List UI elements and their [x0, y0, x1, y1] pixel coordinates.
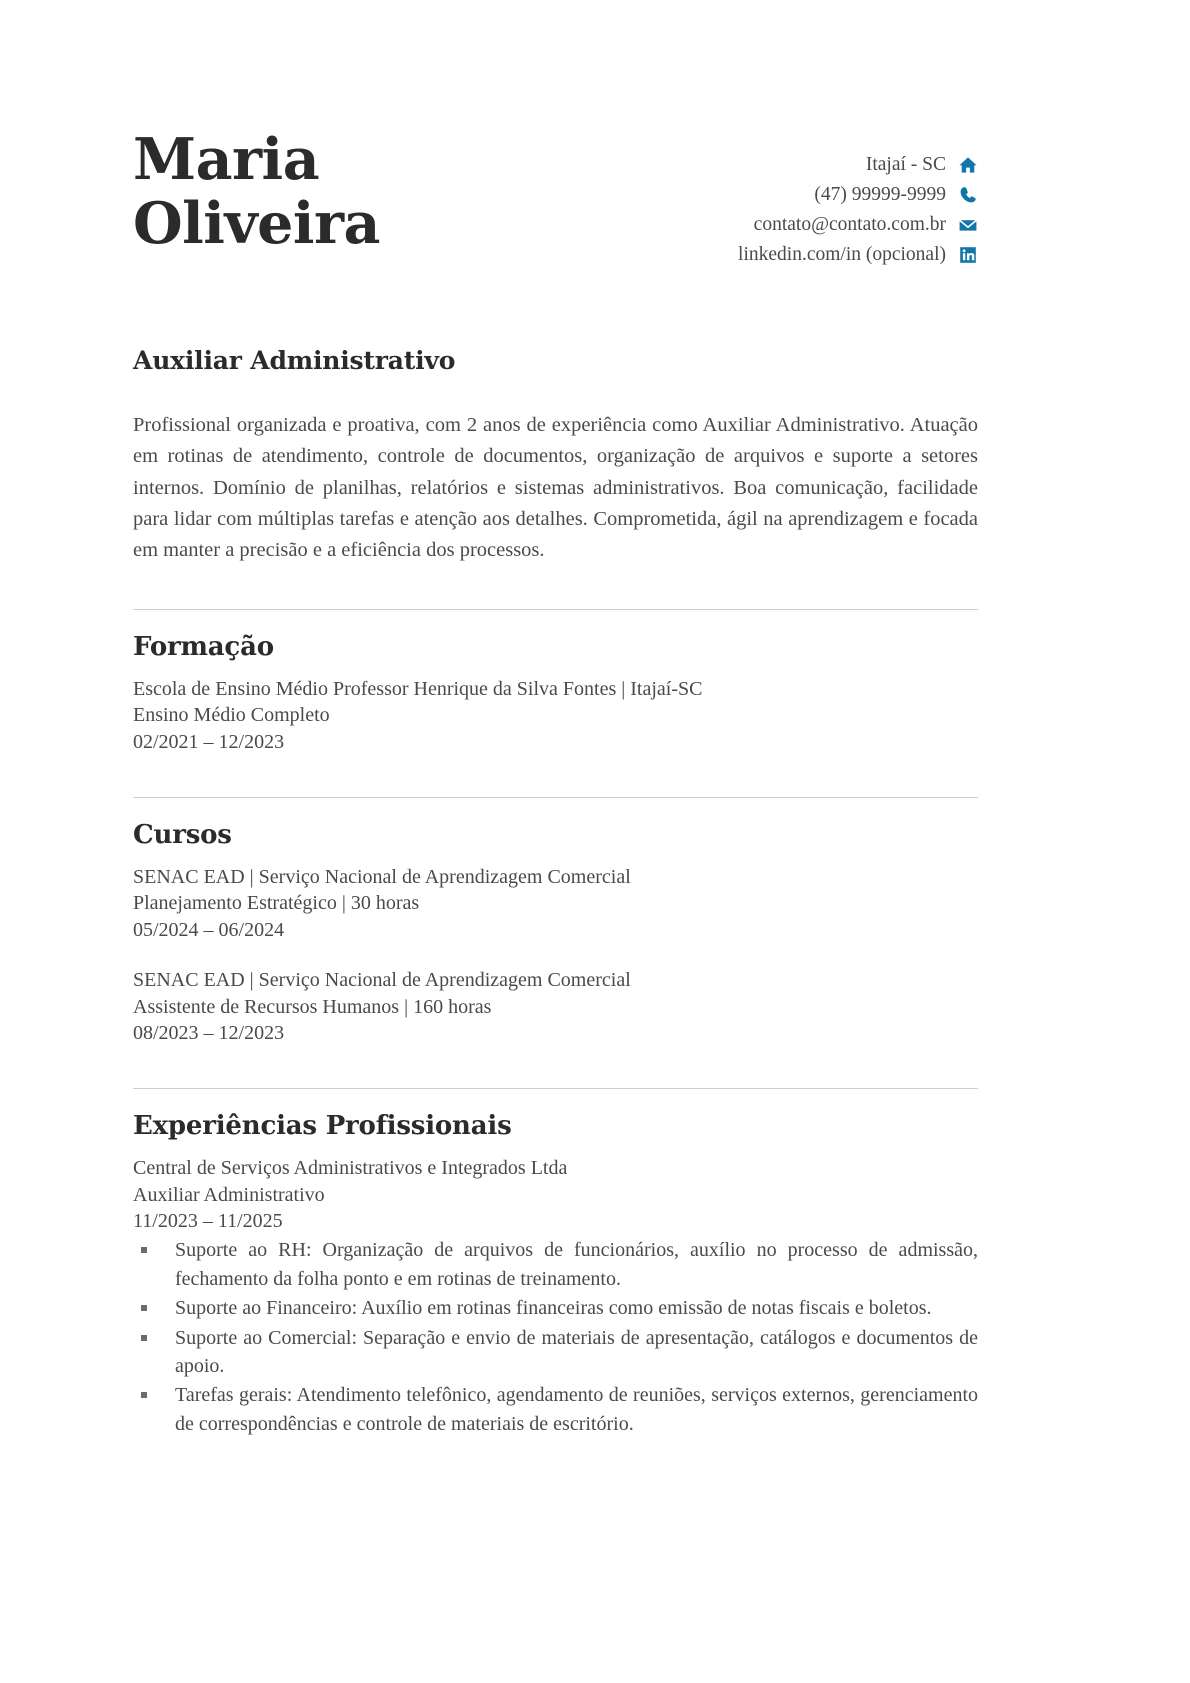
contact-block [558, 150, 978, 270]
list-item-text: Suporte ao Comercial: Separação e envio de materiais de apresentação, catálogos e documentos de apoio. [175, 1326, 978, 1378]
phone-text: (47) 99999-9999 [814, 184, 946, 205]
home-icon [958, 155, 978, 175]
list-item [133, 1236, 978, 1293]
list-item [133, 1324, 978, 1381]
experience-entry [133, 1155, 978, 1438]
candidate-first-name: Maria [133, 126, 320, 193]
email-text: contato@contato.com.br [753, 214, 946, 235]
course-entry [133, 864, 978, 943]
course-name: Planejamento Estratégico | 30 horas [133, 892, 420, 915]
experience-bullets [133, 1236, 978, 1438]
square-bullet-icon [141, 1305, 147, 1311]
experience-company: Central de Serviços Administrativos e Integrados Ltda [133, 1157, 568, 1180]
experience-dates: 11/2023 – 11/2025 [133, 1210, 283, 1233]
course-institution: SENAC EAD | Serviço Nacional de Aprendizagem Comercial [133, 969, 631, 992]
square-bullet-icon [141, 1392, 147, 1398]
list-item [133, 1294, 978, 1322]
square-bullet-icon [141, 1335, 147, 1341]
section-title-experiencias: Experiências Profissionais [133, 1111, 512, 1142]
section-cursos [133, 797, 978, 1046]
envelope-icon [958, 215, 978, 235]
professional-summary: Profissional organizada e proativa, com 2 anos de experiência como Auxiliar Administrativo. Atuação em rotinas de atendimento, controle de documentos, organização de arquivos e suporte a setores internos. Domínio de planilhas, relatórios e sistemas administrativos. Boa comunicação, facilidade para lidar com múltiplas tarefas e atenção aos detalhes. Comprometida, ágil na aprendizagem e focada em manter a precisão e a eficiência dos processos. [133, 414, 978, 562]
candidate-last-name: Oliveira [133, 189, 380, 257]
list-item-text: Tarefas gerais: Atendimento telefônico, agendamento de reuniões, serviços externos, gerenciamento de correspondências e controle de materiais de escritório. [175, 1384, 978, 1435]
section-title-cursos: Cursos [133, 819, 232, 850]
course-name: Assistente de Recursos Humanos | 160 horas [133, 995, 492, 1018]
course-institution: SENAC EAD | Serviço Nacional de Aprendizagem Comercial [133, 865, 631, 888]
phone-icon [958, 185, 978, 205]
location-text: Itajaí - SC [865, 154, 946, 175]
contact-row-linkedin [558, 240, 978, 270]
contact-row-phone [558, 180, 978, 210]
job-title: Auxiliar Administrativo [133, 346, 456, 375]
linkedin-text: linkedin.com/in (opcional) [738, 244, 946, 265]
candidate-name [133, 128, 613, 256]
list-item-text: Suporte ao Financeiro: Auxílio em rotinas financeiras como emissão de notas fiscais e boletos. [175, 1297, 932, 1320]
education-institution: Escola de Ensino Médio Professor Henrique da Silva Fontes | Itajaí-SC [133, 677, 703, 700]
section-formacao [133, 609, 978, 755]
section-experiencias [133, 1088, 978, 1438]
contact-row-location [558, 150, 978, 180]
contact-row-email [558, 210, 978, 240]
education-degree: Ensino Médio Completo [133, 704, 330, 727]
linkedin-icon [958, 245, 978, 265]
section-title-formacao: Formação [133, 631, 274, 662]
resume-header [133, 0, 978, 283]
list-item-text: Suporte ao RH: Organização de arquivos de funcionários, auxílio no processo de admissão, fechamento da folha ponto e em rotinas de treinamento. [175, 1239, 978, 1290]
course-dates: 05/2024 – 06/2024 [133, 918, 285, 941]
experience-role: Auxiliar Administrativo [133, 1183, 325, 1206]
resume-content [133, 0, 978, 1439]
list-item [133, 1381, 978, 1438]
course-entry [133, 967, 978, 1046]
education-entry [133, 676, 978, 755]
education-dates: 02/2021 – 12/2023 [133, 730, 285, 753]
course-dates: 08/2023 – 12/2023 [133, 1021, 285, 1044]
square-bullet-icon [141, 1247, 147, 1253]
